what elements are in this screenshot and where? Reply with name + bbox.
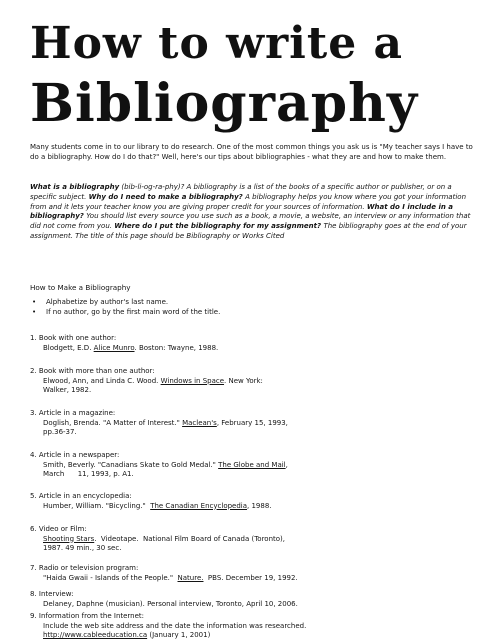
how-to-heading: How to Make a Bibliography (30, 283, 131, 292)
faq-answer-1: A bibliography is a list of the books of a specific author or publisher, or on a specific subject. (30, 183, 452, 201)
citation-title-link: The Globe and Mail (218, 460, 286, 469)
citation-interview: 8. Interview: Delaney, Daphne (musician). Personal interview, Toronto, April 10, 2006. (30, 590, 298, 608)
page-title-line-2: Bibliography (30, 73, 419, 134)
faq-answer-3: You should list every source you use such as a book, a movie, a website, an interview or any information that did not come from you. (30, 212, 471, 231)
website-link[interactable]: http://www.cableeducation.ca (43, 631, 148, 640)
citation-video-film: 6. Video or Film: Shooting Stars. Videotape. National Film Board of Canada (Toronto), 1987. 49 min., 30 sec. (30, 525, 285, 553)
citation-title-link: Alice Munro (93, 343, 135, 352)
citation-book-one-author: 1. Book with one author: Blodgett, E.D. Alice Munro. Boston: Twayne, 1988. (30, 334, 219, 352)
faq-paragraph (30, 183, 480, 242)
page-title-line-1: How to write a (30, 18, 404, 69)
citation-title-link: The Canadian Encyclopedia (150, 501, 248, 510)
citation-radio-tv-program: 7. Radio or television program: "Haida Gwaii - Islands of the People." Nature. PBS. December 19, 1992. (30, 564, 298, 582)
faq-question-3: What do I include in a bibliography? (30, 202, 453, 221)
list-item: • Alphabetize by author's last name. (32, 298, 169, 306)
citation-title-link: Shooting Stars (43, 534, 95, 543)
faq-question-2: Why do I need to make a bibliography? (88, 192, 246, 201)
citation-encyclopedia-article: 5. Article in an encyclopedia: Humber, William. "Bicycling." The Canadian Encyclopedia, 1988. (30, 492, 272, 510)
citation-internet: 9. Information from the Internet: Include the web site address and the date the information was researched. http://www.cableeducation.ca (January 1, 2001) (30, 612, 307, 640)
citation-title-link: Nature. (177, 573, 204, 582)
citation-title-link: Maclean's (182, 418, 217, 427)
faq-answer-4: The bibliography goes at the end of your assignment. The title of this page should be Bibliography or Works Cited (30, 222, 467, 240)
faq-question-1: What is a bibliography (30, 183, 120, 191)
citation-title-link: Windows in Space (160, 376, 225, 385)
faq-answer-2: A bibliography helps you know where you got your information from and it lets your teacher know you are giving proper credit for your sources of information. (30, 192, 467, 211)
list-item: • If no author, go by the first main word of the title. (32, 308, 221, 316)
faq-pronunciation: (bib-li-og-ra-phy)? (119, 183, 187, 191)
rules-list (32, 297, 220, 317)
citation-newspaper-article: 4. Article in a newspaper: Smith, Beverly. "Canadians Skate to Gold Medal." The Globe and Mail, March 11, 1993, p. A1. (30, 451, 288, 479)
citation-book-multiple-authors: 2. Book with more than one author: Elwood, Ann, and Linda C. Wood. Windows in Space. New York: Walker, 1982. (30, 367, 263, 395)
faq-question-4: Where do I put the bibliography for my assignment? (114, 222, 324, 231)
citation-magazine-article: 3. Article in a magazine: Doglish, Brenda. "A Matter of Interest." Maclean's, February 15, 1993, pp.36-37. (30, 409, 288, 437)
intro-paragraph: Many students come in to our library to do research. One of the most common things you ask us is "My teacher says I have to do a bibliography. How do I do that?" Well, here's our tips about bibliographies - what they are and how to make them. (30, 143, 473, 161)
